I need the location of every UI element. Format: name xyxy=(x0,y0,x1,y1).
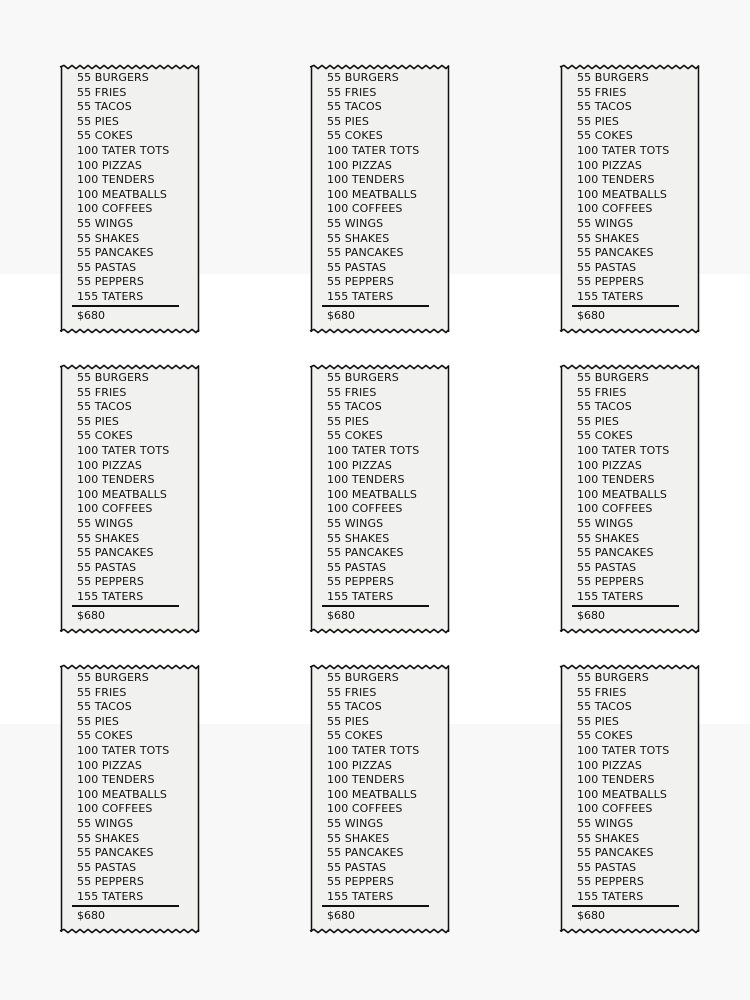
receipt-total: $680 xyxy=(77,309,105,322)
receipt-item: 55 PIES xyxy=(77,114,120,128)
receipt-item: 55 PIES xyxy=(577,414,620,428)
receipt-item: 155 TATERS xyxy=(77,889,144,903)
receipt-item: 55 TACOS xyxy=(577,100,632,114)
receipt-item: 55 PEPPERS xyxy=(327,875,394,889)
receipt-item: 100 COFFEES xyxy=(77,802,153,816)
receipt-item: 100 TENDERS xyxy=(77,173,155,187)
receipt-item: 55 PANCAKES xyxy=(327,246,404,260)
receipt-item: 55 PASTAS xyxy=(77,560,137,574)
receipt-item: 55 BURGERS xyxy=(577,371,649,384)
receipt-item-list xyxy=(577,371,695,605)
receipt-item: 55 FRIES xyxy=(327,685,377,699)
receipt-item: 100 MEATBALLS xyxy=(577,187,667,201)
receipt-item: 100 PIZZAS xyxy=(77,758,142,772)
receipt-item: 100 TATER TOTS xyxy=(77,143,170,157)
receipt-item: 55 COKES xyxy=(77,729,133,743)
receipt-item: 55 BURGERS xyxy=(77,371,149,384)
receipt xyxy=(60,364,200,634)
receipt-item: 55 SHAKES xyxy=(77,231,140,245)
receipt-total-rule xyxy=(72,905,179,907)
receipt-item: 55 COKES xyxy=(577,429,633,443)
receipt-item: 55 TACOS xyxy=(327,700,382,714)
receipt-item: 55 PEPPERS xyxy=(327,275,394,289)
receipt-item: 100 TATER TOTS xyxy=(577,143,670,157)
receipt-item: 55 PIES xyxy=(327,114,370,128)
receipt-total: $680 xyxy=(77,609,105,622)
receipt-item: 100 TATER TOTS xyxy=(327,143,420,157)
receipt-item-list xyxy=(577,671,695,905)
receipt-item-list xyxy=(327,371,445,605)
receipt-total-rule xyxy=(572,905,679,907)
receipt-item: 55 PIES xyxy=(577,114,620,128)
receipt-item: 155 TATERS xyxy=(327,889,394,903)
receipt-item: 55 WINGS xyxy=(327,516,384,530)
receipt-item: 55 SHAKES xyxy=(577,831,640,845)
receipt-item: 100 PIZZAS xyxy=(577,758,642,772)
receipt-item: 100 TATER TOTS xyxy=(327,743,420,757)
receipt-item: 55 SHAKES xyxy=(577,231,640,245)
receipt-item: 100 MEATBALLS xyxy=(327,187,417,201)
receipt-item: 55 BURGERS xyxy=(327,71,399,84)
receipt-item-list xyxy=(77,71,195,305)
receipt-total-rule xyxy=(72,605,179,607)
receipt-item: 155 TATERS xyxy=(77,289,144,303)
receipt-item: 155 TATERS xyxy=(577,589,644,603)
pattern-band xyxy=(0,71,750,922)
receipt-item: 100 TENDERS xyxy=(77,773,155,787)
receipt-item: 55 PASTAS xyxy=(577,260,637,274)
receipt-item: 100 PIZZAS xyxy=(327,758,392,772)
receipt-item: 55 PIES xyxy=(77,714,120,728)
receipt-item: 100 TENDERS xyxy=(577,773,655,787)
receipt-item: 55 FRIES xyxy=(77,685,127,699)
receipt-item: 55 PASTAS xyxy=(577,560,637,574)
receipt-item: 55 PEPPERS xyxy=(577,275,644,289)
receipt-item: 100 COFFEES xyxy=(577,502,653,516)
receipt-item: 100 MEATBALLS xyxy=(327,487,417,501)
receipt-item: 55 TACOS xyxy=(577,400,632,414)
receipt-item: 55 FRIES xyxy=(577,85,627,99)
receipt-item: 155 TATERS xyxy=(327,589,394,603)
receipt-item: 55 WINGS xyxy=(77,516,134,530)
receipt-item: 55 PASTAS xyxy=(77,260,137,274)
receipt-item: 55 FRIES xyxy=(327,85,377,99)
receipt-item: 55 SHAKES xyxy=(77,531,140,545)
receipt-item: 55 FRIES xyxy=(77,385,127,399)
receipt-item: 100 TENDERS xyxy=(577,473,655,487)
receipt-item: 100 COFFEES xyxy=(577,202,653,216)
receipt-item: 55 SHAKES xyxy=(327,531,390,545)
receipt-item: 100 MEATBALLS xyxy=(77,787,167,801)
receipt-item: 55 PANCAKES xyxy=(577,846,654,860)
receipt-item: 55 PEPPERS xyxy=(327,575,394,589)
receipt-item: 55 PANCAKES xyxy=(327,546,404,560)
receipt-item: 100 TATER TOTS xyxy=(577,443,670,457)
receipt-item: 55 TACOS xyxy=(577,700,632,714)
receipt-item-list xyxy=(77,371,195,605)
receipt-item: 100 TATER TOTS xyxy=(327,443,420,457)
receipt-item: 55 BURGERS xyxy=(77,671,149,684)
receipt-item: 55 PANCAKES xyxy=(77,246,154,260)
receipt-item: 55 SHAKES xyxy=(327,231,390,245)
receipt-item: 55 FRIES xyxy=(327,385,377,399)
receipt-item: 55 BURGERS xyxy=(327,371,399,384)
receipt-item: 100 PIZZAS xyxy=(327,458,392,472)
receipt-total: $680 xyxy=(327,609,355,622)
receipt-item: 55 BURGERS xyxy=(577,671,649,684)
receipt-item: 55 PASTAS xyxy=(577,860,637,874)
receipt-item: 100 COFFEES xyxy=(327,502,403,516)
receipt-item: 100 TATER TOTS xyxy=(77,743,170,757)
receipt-item: 55 SHAKES xyxy=(77,831,140,845)
receipt-total-rule xyxy=(72,305,179,307)
receipt-item: 100 MEATBALLS xyxy=(77,487,167,501)
receipt-item-list xyxy=(77,671,195,905)
receipt-item: 155 TATERS xyxy=(577,289,644,303)
receipt-item: 100 TATER TOTS xyxy=(577,743,670,757)
receipt-item: 100 TENDERS xyxy=(327,473,405,487)
receipt-item: 55 BURGERS xyxy=(327,671,399,684)
receipt-item: 100 PIZZAS xyxy=(77,158,142,172)
receipt-item: 100 TENDERS xyxy=(577,173,655,187)
receipt-item: 55 SHAKES xyxy=(577,531,640,545)
receipt-item: 55 PIES xyxy=(327,414,370,428)
receipt-item: 155 TATERS xyxy=(577,889,644,903)
receipt-item-list xyxy=(327,671,445,905)
receipt-total-rule xyxy=(572,605,679,607)
receipt xyxy=(60,664,200,934)
receipt-total-rule xyxy=(322,605,429,607)
receipt-item: 55 PANCAKES xyxy=(577,546,654,560)
receipt-item: 55 PANCAKES xyxy=(77,846,154,860)
receipt-item: 55 BURGERS xyxy=(577,71,649,84)
receipt-item: 100 TENDERS xyxy=(327,773,405,787)
receipt-item: 55 PANCAKES xyxy=(77,546,154,560)
receipt-item: 55 TACOS xyxy=(327,100,382,114)
receipt-item: 100 COFFEES xyxy=(327,202,403,216)
receipt-total: $680 xyxy=(77,909,105,922)
receipt-item: 55 FRIES xyxy=(77,85,127,99)
receipt-item: 55 COKES xyxy=(327,129,383,143)
receipt-item: 55 COKES xyxy=(77,129,133,143)
receipt-item: 55 WINGS xyxy=(577,516,634,530)
receipt-total: $680 xyxy=(327,909,355,922)
receipt-item: 55 PASTAS xyxy=(327,560,387,574)
receipt-item: 100 MEATBALLS xyxy=(577,787,667,801)
receipt-item: 100 MEATBALLS xyxy=(77,187,167,201)
receipt-item: 55 BURGERS xyxy=(77,71,149,84)
receipt-total: $680 xyxy=(327,309,355,322)
receipt-item: 100 PIZZAS xyxy=(577,158,642,172)
receipt xyxy=(310,64,450,334)
receipt-total: $680 xyxy=(577,609,605,622)
receipt-item: 55 WINGS xyxy=(327,816,384,830)
receipt-item: 55 PIES xyxy=(327,714,370,728)
receipt-item: 55 WINGS xyxy=(77,216,134,230)
receipt-item: 55 PEPPERS xyxy=(77,275,144,289)
receipt-item: 55 COKES xyxy=(327,429,383,443)
receipt xyxy=(560,64,700,334)
receipt-item: 100 PIZZAS xyxy=(327,158,392,172)
receipt-item: 100 PIZZAS xyxy=(577,458,642,472)
receipt xyxy=(310,664,450,934)
receipt-item: 55 COKES xyxy=(577,129,633,143)
receipt-item: 55 TACOS xyxy=(77,400,132,414)
receipt-item: 100 PIZZAS xyxy=(77,458,142,472)
receipt-total: $680 xyxy=(577,309,605,322)
receipt-item: 100 MEATBALLS xyxy=(327,787,417,801)
receipt-item: 55 PEPPERS xyxy=(77,575,144,589)
receipt-item-list xyxy=(327,71,445,305)
receipt-item: 55 PANCAKES xyxy=(327,846,404,860)
receipt-item: 55 PASTAS xyxy=(77,860,137,874)
receipt-item: 55 FRIES xyxy=(577,385,627,399)
receipt xyxy=(60,64,200,334)
receipt-item: 55 FRIES xyxy=(577,685,627,699)
receipt-item: 100 TENDERS xyxy=(327,173,405,187)
receipt-item: 55 PEPPERS xyxy=(577,575,644,589)
receipt-item: 55 PANCAKES xyxy=(577,246,654,260)
receipt-item: 100 COFFEES xyxy=(77,502,153,516)
receipt xyxy=(310,364,450,634)
receipt-item: 55 TACOS xyxy=(77,700,132,714)
receipt-item: 55 COKES xyxy=(327,729,383,743)
receipt-item: 55 WINGS xyxy=(327,216,384,230)
receipt-item: 55 PEPPERS xyxy=(577,875,644,889)
receipt-total: $680 xyxy=(577,909,605,922)
receipt xyxy=(560,664,700,934)
receipt-item: 55 COKES xyxy=(77,429,133,443)
receipt-item: 100 MEATBALLS xyxy=(577,487,667,501)
receipt-item-list xyxy=(577,71,695,305)
receipt-item: 55 WINGS xyxy=(77,816,134,830)
receipt-total-rule xyxy=(572,305,679,307)
receipt-item: 155 TATERS xyxy=(77,589,144,603)
receipt-total-rule xyxy=(322,305,429,307)
receipt-item: 55 TACOS xyxy=(327,400,382,414)
receipt-item: 55 SHAKES xyxy=(327,831,390,845)
receipt-item: 55 PASTAS xyxy=(327,860,387,874)
receipt-item: 55 PASTAS xyxy=(327,260,387,274)
receipt xyxy=(560,364,700,634)
receipt-item: 100 TATER TOTS xyxy=(77,443,170,457)
receipt-item: 55 PIES xyxy=(577,714,620,728)
receipt-item: 155 TATERS xyxy=(327,289,394,303)
receipt-item: 100 TENDERS xyxy=(77,473,155,487)
receipt-item: 100 COFFEES xyxy=(577,802,653,816)
receipt-item: 55 PEPPERS xyxy=(77,875,144,889)
receipt-item: 100 COFFEES xyxy=(327,802,403,816)
receipt-item: 55 TACOS xyxy=(77,100,132,114)
receipt-item: 100 COFFEES xyxy=(77,202,153,216)
receipt-item: 55 WINGS xyxy=(577,216,634,230)
receipt-item: 55 PIES xyxy=(77,414,120,428)
receipt-item: 55 WINGS xyxy=(577,816,634,830)
receipt-item: 55 COKES xyxy=(577,729,633,743)
receipt-total-rule xyxy=(322,905,429,907)
